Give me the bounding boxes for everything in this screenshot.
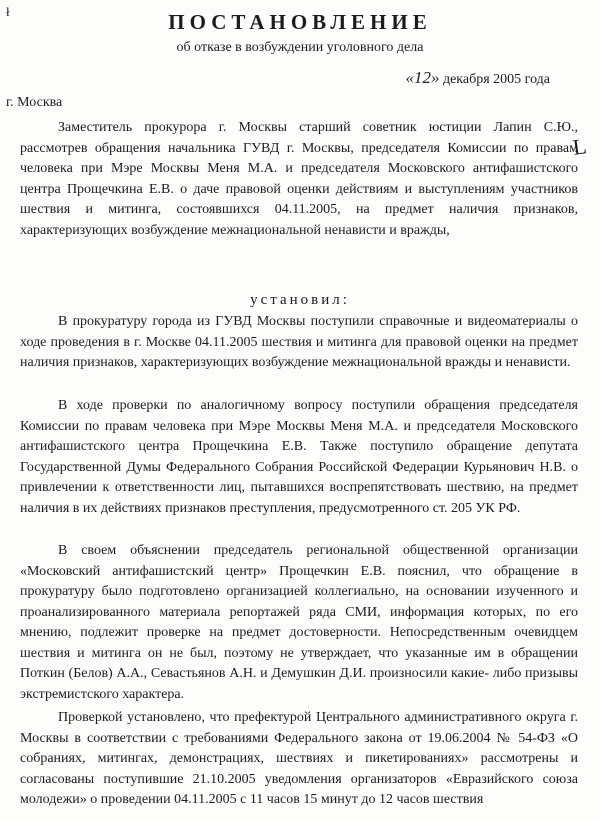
document-date bbox=[405, 68, 550, 88]
date-close-quote: » bbox=[430, 68, 440, 87]
corner-mark: ł bbox=[6, 4, 10, 19]
margin-handwritten-mark: L bbox=[570, 133, 588, 160]
section-heading: установил: bbox=[250, 292, 350, 308]
document-title: ПОСТАНОВЛЕНИЕ bbox=[168, 10, 432, 34]
document-city: г. Москва bbox=[6, 95, 63, 110]
body-paragraph-1: В прокуратуру города из ГУВД Москвы поступили справочные и видеоматериалы о ходе проведения в г. Москве 04.11.2005 шествия и митинга для правовой оценки на предмет наличия признаков, характеризующих возбуждение межнациональной вражды и ненависти. bbox=[20, 314, 578, 370]
intro-paragraph: Заместитель прокурора г. Москвы старший советник юстиции Лапин С.Ю., рассмотрев обращения начальника ГУВД г. Москвы, председателя Комиссии по правам человека при Мэре Москвы Меня М.А. и председателя Московского антифашистского центра Прощечкина Е.В. о даче правовой оценки действиям и выступлениям участников шествия и митинга, состоявшихся 04.11.2005, на предмет наличия признаков, характеризующих возбуждение межнациональной ненависти и вражды, bbox=[20, 120, 578, 238]
body-paragraph-3: В своем объяснении председатель региональной общественной организации «Московский антифашистский центр» Прощечкин Е.В. пояснил, что обращение в прокуратуру было подготовлено организацией коллегиально, на основании изученного и проанализированного материала репортажей ряда СМИ, информация которых, по его мнению, подлежит проверке на предмет достоверности. Непосредственным очевидцем шествия и митинга он не был, поэтому не утверждает, что указанные им в обращении Поткин (Белов) А.А., Севастьянов А.Н. и Демушкин Д.И. произносили какие- либо призывы экстремистского характера. bbox=[20, 543, 578, 702]
date-month-year: декабря 2005 года bbox=[442, 72, 550, 87]
date-day: 12 bbox=[413, 68, 431, 87]
body-paragraph-4: Проверкой установлено, что префектурой Центрального административного округа г. Москвы в соответствии с требованиями Федерального закона от 19.06.2004 № 54-ФЗ «О собраниях, митингах, демонстрациях, шествиях и пикетированиях» рассмотрены и согласованы поступившие 21.10.2005 уведомления организаторов «Евразийского союза молодежи» о проведении 04.11.2005 с 11 часов 15 минут до 12 часов шествия bbox=[20, 710, 578, 807]
date-open-quote: « bbox=[405, 68, 414, 87]
body-paragraph-2: В ходе проверки по аналогичному вопросу поступили обращения председателя Комиссии по правам человека при Мэре Москвы Меня М.А. и председателя Московского антифашистского центра Прощечкина Е.В. Также поступило обращение депутата Государственной Думы Федерального Собрания Российской Федерации Курьянович Н.В. о привлечении к ответственности лиц, пытавшихся воспрепятствовать шествию, на предмет наличия в их действиях признаков преступления, предусмотренного ст. 205 УК РФ. bbox=[20, 398, 578, 516]
document-subtitle: об отказе в возбуждении уголовного дела bbox=[176, 40, 424, 55]
